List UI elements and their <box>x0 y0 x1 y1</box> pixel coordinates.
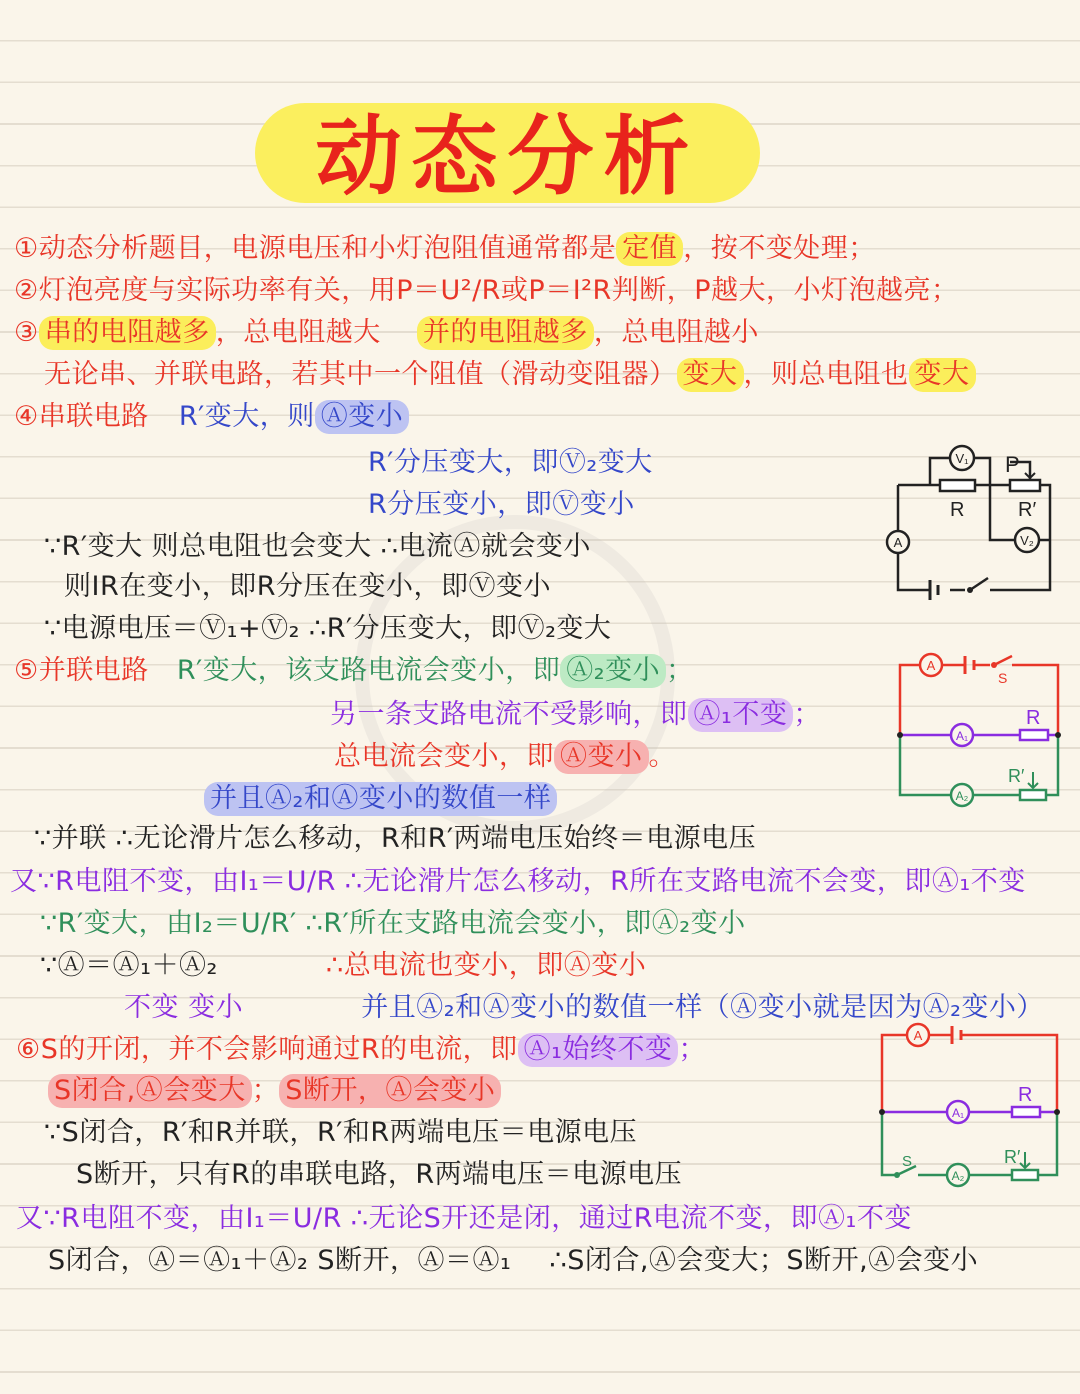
switch-blade <box>970 578 988 590</box>
a1-label: A₁ <box>951 1106 965 1120</box>
a-label: A <box>913 1028 923 1043</box>
note-line-7: R分压变小，即Ⓥ变小 <box>368 489 635 520</box>
note-text: ； <box>666 655 694 686</box>
section-heading: ⑥S的开闭，并不会影响通过R的电流，即 <box>16 1034 518 1065</box>
r-label: R <box>950 499 965 521</box>
note-line-10: ∵电源电压＝Ⓥ₁+Ⓥ₂ ∴R′分压变大，即Ⓥ₂变大 <box>44 613 612 644</box>
a2-label: A₂ <box>951 1169 965 1183</box>
note-text: 不变 变小 <box>124 992 244 1023</box>
highlight-series: 串的电阻越多 <box>39 316 216 350</box>
note-line-11 <box>14 654 694 688</box>
note-line-6: R′分压变大，即Ⓥ₂变大 <box>368 447 653 478</box>
note-line-17: ∵R′变大，由I₂＝U/R′ ∴R′所在支路电流会变小，即Ⓐ₂变小 <box>40 908 746 939</box>
p-label: P <box>1005 452 1020 477</box>
v2-label: V₂ <box>1020 533 1034 548</box>
a-label: A <box>893 535 903 550</box>
note-text: ∴S闭合,Ⓐ会变大；S断开,Ⓐ会变小 <box>549 1245 979 1276</box>
r-label: R <box>1018 1084 1033 1106</box>
a1-label: A₁ <box>955 729 969 743</box>
note-line-18 <box>40 949 646 983</box>
note-text: ； <box>793 699 821 730</box>
highlight-ammeter-1: Ⓐ₁始终不变 <box>518 1033 679 1067</box>
resistor-r <box>1012 1107 1040 1117</box>
highlight-ammeter-2: Ⓐ₂变小 <box>560 654 666 688</box>
title-block <box>255 95 760 215</box>
note-line-21 <box>48 1074 501 1108</box>
highlight-ammeter-1: Ⓐ₁不变 <box>688 698 794 732</box>
resistor-r <box>940 480 975 491</box>
note-text: ③ <box>14 317 39 348</box>
rheostat-r-prime <box>1012 1170 1038 1180</box>
v1-label: V₁ <box>955 451 969 466</box>
note-text: 并且Ⓐ₂和Ⓐ变小的数值一样（Ⓐ变小就是因为Ⓐ₂变小） <box>361 992 1044 1023</box>
s-label: S <box>902 1153 913 1170</box>
note-line-16: 又∵R电阻不变，由I₁＝U/R ∴无论滑片怎么移动，R所在支路电流不会变，即Ⓐ₁不变 <box>10 866 1026 897</box>
highlight-fixed-value: 定值 <box>616 232 683 266</box>
note-line-15: ∵并联 ∴无论滑片怎么移动，R和R′两端电压始终＝电源电压 <box>34 823 757 854</box>
switch-s <box>994 656 1012 665</box>
highlight-closed: S闭合,Ⓐ会变大 <box>48 1074 252 1108</box>
highlight-increase: 变大 <box>909 358 976 392</box>
note-line-3 <box>14 316 759 350</box>
switch-circuit-diagram <box>872 1020 1067 1190</box>
highlight-ammeter: Ⓐ变小 <box>554 740 649 774</box>
highlight-increase: 变大 <box>677 358 744 392</box>
note-line-9: 则IR在变小，即R分压在变小，即Ⓥ变小 <box>64 571 551 602</box>
note-line-25 <box>48 1244 978 1278</box>
series-circuit-diagram <box>880 440 1070 605</box>
section-heading: ④串联电路 <box>14 401 149 432</box>
note-text: ，总电阻越小 <box>593 317 759 348</box>
note-line-5 <box>14 400 409 434</box>
a2-label: A₂ <box>955 789 969 803</box>
r-prime-label: R′ <box>1008 766 1025 786</box>
note-line-14 <box>204 782 557 816</box>
highlight-ammeter: Ⓐ变小 <box>315 400 410 434</box>
highlight-open: S断开，Ⓐ会变小 <box>279 1074 501 1108</box>
note-text: ； <box>678 1034 706 1065</box>
note-text: 无论串、并联电路，若其中一个阻值（滑动变阻器） <box>44 359 677 390</box>
note-line-22: ∵S闭合，R′和R并联，R′和R两端电压＝电源电压 <box>44 1117 638 1148</box>
a-label: A <box>926 658 936 673</box>
note-line-13 <box>334 740 676 774</box>
note-text: 总电流会变小，即 <box>334 741 554 772</box>
note-line-2: ②灯泡亮度与实际功率有关，用P＝U²/R或P＝I²R判断，P越大，小灯泡越亮； <box>14 275 959 306</box>
note-text: ，总电阻越大 <box>215 317 381 348</box>
rheostat-r-prime <box>1020 790 1046 800</box>
note-text: ①动态分析题目，电源电压和小灯泡阻值通常都是 <box>14 233 617 264</box>
highlight-note: 并且Ⓐ₂和Ⓐ变小的数值一样 <box>204 782 557 816</box>
s-label: S <box>998 670 1008 686</box>
section-heading: ⑤并联电路 <box>14 655 149 686</box>
note-line-24: 又∵R电阻不变，由I₁＝U/R ∴无论S开还是闭，通过R电流不变，即Ⓐ₁不变 <box>16 1203 912 1234</box>
note-text: ，则总电阻也 <box>743 359 909 390</box>
slider-arrow <box>1025 465 1035 478</box>
r-prime-label: R′ <box>1004 1147 1021 1167</box>
note-text: S闭合，Ⓐ＝Ⓐ₁＋Ⓐ₂ S断开，Ⓐ＝Ⓐ₁ <box>48 1245 512 1276</box>
note-text: ∴总电流也变小，即Ⓐ变小 <box>326 950 647 981</box>
note-text: R′变大，则 <box>178 401 315 432</box>
r-prime-label: R′ <box>1018 499 1037 521</box>
resistor-r <box>1020 730 1048 740</box>
note-line-20 <box>16 1033 706 1067</box>
note-line-1 <box>14 232 876 266</box>
note-text: 另一条支路电流不受影响，即 <box>330 699 688 730</box>
note-text: ，按不变处理； <box>683 233 876 264</box>
note-text: ∵Ⓐ＝Ⓐ₁＋Ⓐ₂ <box>40 950 218 981</box>
note-line-4 <box>44 358 976 392</box>
note-line-23: S断开，只有R的串联电路，R两端电压＝电源电压 <box>76 1159 683 1190</box>
highlight-parallel: 并的电阻越多 <box>417 316 594 350</box>
note-line-12 <box>330 698 821 732</box>
note-line-8: ∵R′变大 则总电阻也会变大 ∴电流Ⓐ就会变小 <box>44 531 591 562</box>
note-text: 。 <box>648 741 676 772</box>
parallel-circuit-diagram <box>890 650 1070 810</box>
r-label: R <box>1026 707 1041 729</box>
page-title: 动态分析 <box>315 107 700 207</box>
note-text: ； <box>251 1075 280 1106</box>
note-text: R′变大，该支路电流会变小，即 <box>176 655 561 686</box>
rheostat-r-prime <box>1010 480 1040 491</box>
